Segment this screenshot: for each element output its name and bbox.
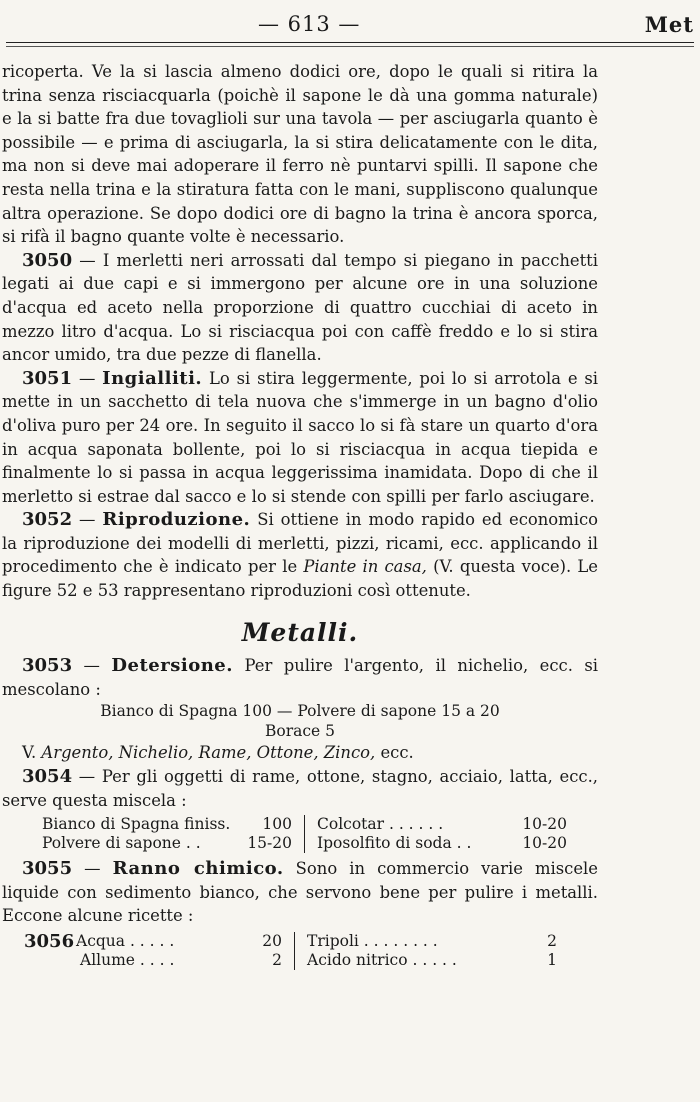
entry-text: Si ottiene in modo rapido ed economico la riproduzione dei modelli di merletti, pizzi, ricami, ecc. applicando il procedimento che è indicato per le	[2, 510, 599, 577]
entry-dash: —	[72, 368, 103, 388]
entry-3054	[2, 765, 598, 812]
page-number: — 613 —	[258, 12, 361, 36]
ingredient-row	[76, 932, 282, 951]
entry-text-end: (V. questa voce). Le figure 52 e 53 rappresentano riproduzioni così ottenute.	[2, 557, 598, 601]
recipe-right-column	[307, 932, 557, 970]
ingredient-name: Colcotar . . . . . .	[317, 815, 444, 834]
formula-line: Borace 5	[264, 722, 335, 741]
ingredient-qty: 20	[262, 932, 282, 950]
ingredient-qty: 1	[547, 951, 557, 969]
entry-3056	[2, 932, 598, 970]
entry-dash: —	[72, 656, 112, 676]
entry-text: — Per gli oggetti di rame, ottone, stagno, acciaio, latta, ecc., serve questa miscela :	[2, 767, 598, 810]
running-head: Met	[644, 12, 694, 37]
ingredient-row	[317, 834, 567, 853]
entry-number: 3050	[22, 249, 73, 271]
entry-text: — I merletti neri arrossati dal tempo si piegano in pacchetti legati ai due capi e si immergono per alcune ore in una soluzione d'acqua ed aceto nella proporzione di quattro cucchiai di aceto in mezzo litro d'acqua. Lo si risciacqua poi con caffè freddo e lo si stira ancor umido, tra due pezze di flanella.	[2, 250, 598, 365]
entry-title: Detersione.	[111, 655, 234, 677]
ingredient-row	[42, 815, 292, 834]
ingredients-table	[42, 815, 598, 853]
column-divider	[294, 932, 295, 970]
entry-3052	[2, 508, 598, 602]
ingredient-qty: 2	[547, 932, 557, 950]
header-rule	[6, 42, 694, 43]
ingredient-name: Allume . . . .	[80, 951, 175, 969]
ingredient-name: Iposolfito di soda . .	[317, 834, 472, 853]
entry-number: 3052	[22, 509, 73, 531]
ingredient-qty: 100	[262, 815, 292, 834]
see-prefix: V.	[22, 743, 42, 763]
ingredient-name: Tripoli . . . . . . . .	[307, 932, 438, 950]
entry-title: Ranno chimico.	[112, 858, 284, 880]
cross-reference	[22, 741, 598, 765]
entry-number: 3054	[22, 766, 73, 788]
column-divider	[304, 815, 305, 853]
entry-title: Ingialliti.	[102, 367, 203, 389]
ingredient-name: Polvere di sapone . .	[42, 834, 201, 853]
page-body	[2, 60, 598, 970]
ingredient-row	[307, 932, 557, 951]
ingredient-name: Acqua . . . . .	[76, 932, 175, 950]
ingredient-name: Bianco di Spagna finiss.	[42, 815, 231, 834]
entry-3051	[2, 367, 598, 509]
entry-text: Lo si stira leggermente, poi lo si arrotola e si mette in un sacchetto di tela nuova che s'immerge in un bagno d'olio d'oliva puro per 24 ore. In seguito il sacco lo si fà stare un quarto d'ora in acqua saponata bollente, poi lo si risciacqua in acqua tiepida e finalmente lo si passa in acqua leggerissima inamidata. Dopo di che il merletto si estrae dal sacco e lo si stende con spilli per farlo asciugare.	[2, 368, 598, 506]
ingredient-row	[307, 951, 557, 970]
ingredient-qty: 10-20	[522, 834, 567, 853]
ingredient-qty: 2	[272, 951, 282, 969]
entry-title: Riproduzione.	[102, 509, 251, 531]
ingredient-name: Acido nitrico . . . . .	[307, 951, 457, 969]
entry-number: 3053	[22, 655, 73, 677]
formula-line: Bianco di Spagna 100 — Polvere di sapone 15 a 20	[100, 702, 500, 721]
entry-reference: Piante in casa,	[303, 557, 427, 577]
entry-dash: —	[72, 859, 113, 879]
page-header	[0, 8, 700, 42]
ingredient-row	[42, 834, 292, 853]
see-suffix: ecc.	[375, 743, 414, 763]
see-refs: Argento, Nichelio, Rame, Ottone, Zinco,	[41, 743, 376, 763]
entry-3050	[2, 249, 598, 367]
ingredient-qty: 15-20	[247, 834, 292, 853]
entry-text: Sono in commercio varie miscele liquide con sedimento bianco, che servono bene per pulire i metalli. Eccone alcune ricette :	[2, 859, 598, 926]
header-rule-thin	[6, 46, 694, 47]
entry-dash: —	[72, 510, 103, 530]
entry-3053	[2, 654, 598, 701]
ingredient-qty: 10-20	[522, 815, 567, 834]
entry-number: 3056	[24, 931, 75, 952]
ingredient-row	[76, 951, 282, 970]
section-heading: Metalli.	[241, 617, 359, 647]
entry-number: 3051	[22, 367, 73, 389]
recipe-left-column	[76, 932, 282, 970]
ingredients-right-column	[317, 815, 567, 853]
entry-text: Per pulire l'argento, il nichelio, ecc. si mescolano :	[2, 656, 599, 699]
entry-number: 3055	[22, 858, 73, 880]
ingredients-left-column	[42, 815, 292, 853]
paragraph-continued: ricoperta. Ve la si lascia almeno dodici ore, dopo le quali si ritira la trina senza risciacquarla (poichè il sapone le dà una gomma naturale) e la si batte fra due tovaglioli sur una tavola — per asciugarla quanto è possibile — e prima di asciugarla, la si stira delicatamente con le dita, ma non si deve mai adoperare il ferro nè puntarvi spilli. Il sapone che resta nella trina e la stiratura fatta con le mani, suppliscono qualunque altra operazione. Se dopo dodici ore di bagno la trina è ancora sporca, si rifà il bagno quante volte è necessario.	[2, 62, 598, 247]
ingredient-row	[317, 815, 567, 834]
entry-3055	[2, 857, 598, 928]
